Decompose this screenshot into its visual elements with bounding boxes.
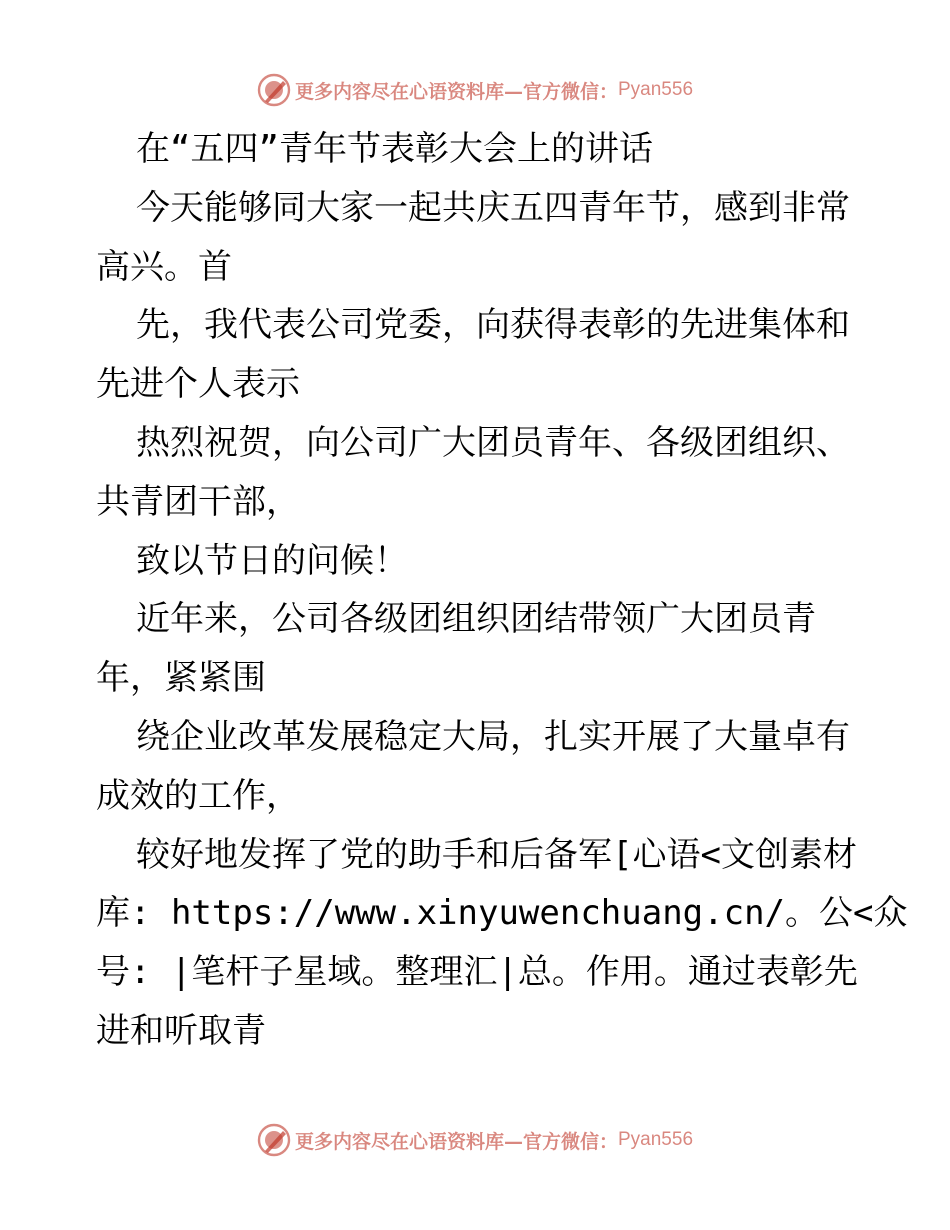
- watermark-handle: Pyan556: [618, 79, 694, 100]
- paragraph-line: 绕企业改革发展稳定大局，扎实开展了大量卓有: [136, 716, 850, 757]
- paragraph-line: 先，我代表公司党委，向获得表彰的先进集体和: [136, 305, 850, 346]
- paragraph-line: 库: https://www.xinyuwenchuang.cn/。公<众: [96, 893, 908, 934]
- pen-logo-icon: [257, 73, 291, 107]
- paragraph-line: 成效的工作，: [96, 775, 300, 816]
- paragraph-line: 号: |笔杆子星域。整理汇|总。作用。通过表彰先: [96, 952, 858, 993]
- paragraph-line: 年，紧紧围: [96, 658, 266, 699]
- header-watermark: [0, 70, 950, 110]
- document-title: 在“五四”青年节表彰大会上的讲话: [136, 129, 653, 169]
- paragraph-line: 高兴。首: [96, 246, 232, 287]
- watermark-text: 更多内容尽在心语资料库—官方微信：: [294, 80, 618, 103]
- paragraph-line: 热烈祝贺，向公司广大团员青年、各级团组织、: [136, 422, 850, 463]
- footer-watermark: [0, 1120, 950, 1160]
- paragraph-line: 先进个人表示: [96, 364, 300, 405]
- paragraph-line: 今天能够同大家一起共庆五四青年节，感到非常: [136, 187, 850, 228]
- pen-logo-icon: [257, 1123, 291, 1157]
- paragraph-line: 较好地发挥了党的助手和后备军[心语<文创素材: [136, 834, 857, 875]
- paragraph-line: 致以节日的问候！: [136, 540, 408, 581]
- paragraph-line: 近年来，公司各级团组织团结带领广大团员青: [136, 599, 816, 640]
- paragraph-line: 共青团干部，: [96, 481, 300, 522]
- document-body: [96, 120, 908, 1061]
- watermark-handle: Pyan556: [618, 1129, 694, 1150]
- watermark-text: 更多内容尽在心语资料库—官方微信：: [294, 1130, 618, 1153]
- paragraph-line: 进和听取青: [96, 1010, 266, 1051]
